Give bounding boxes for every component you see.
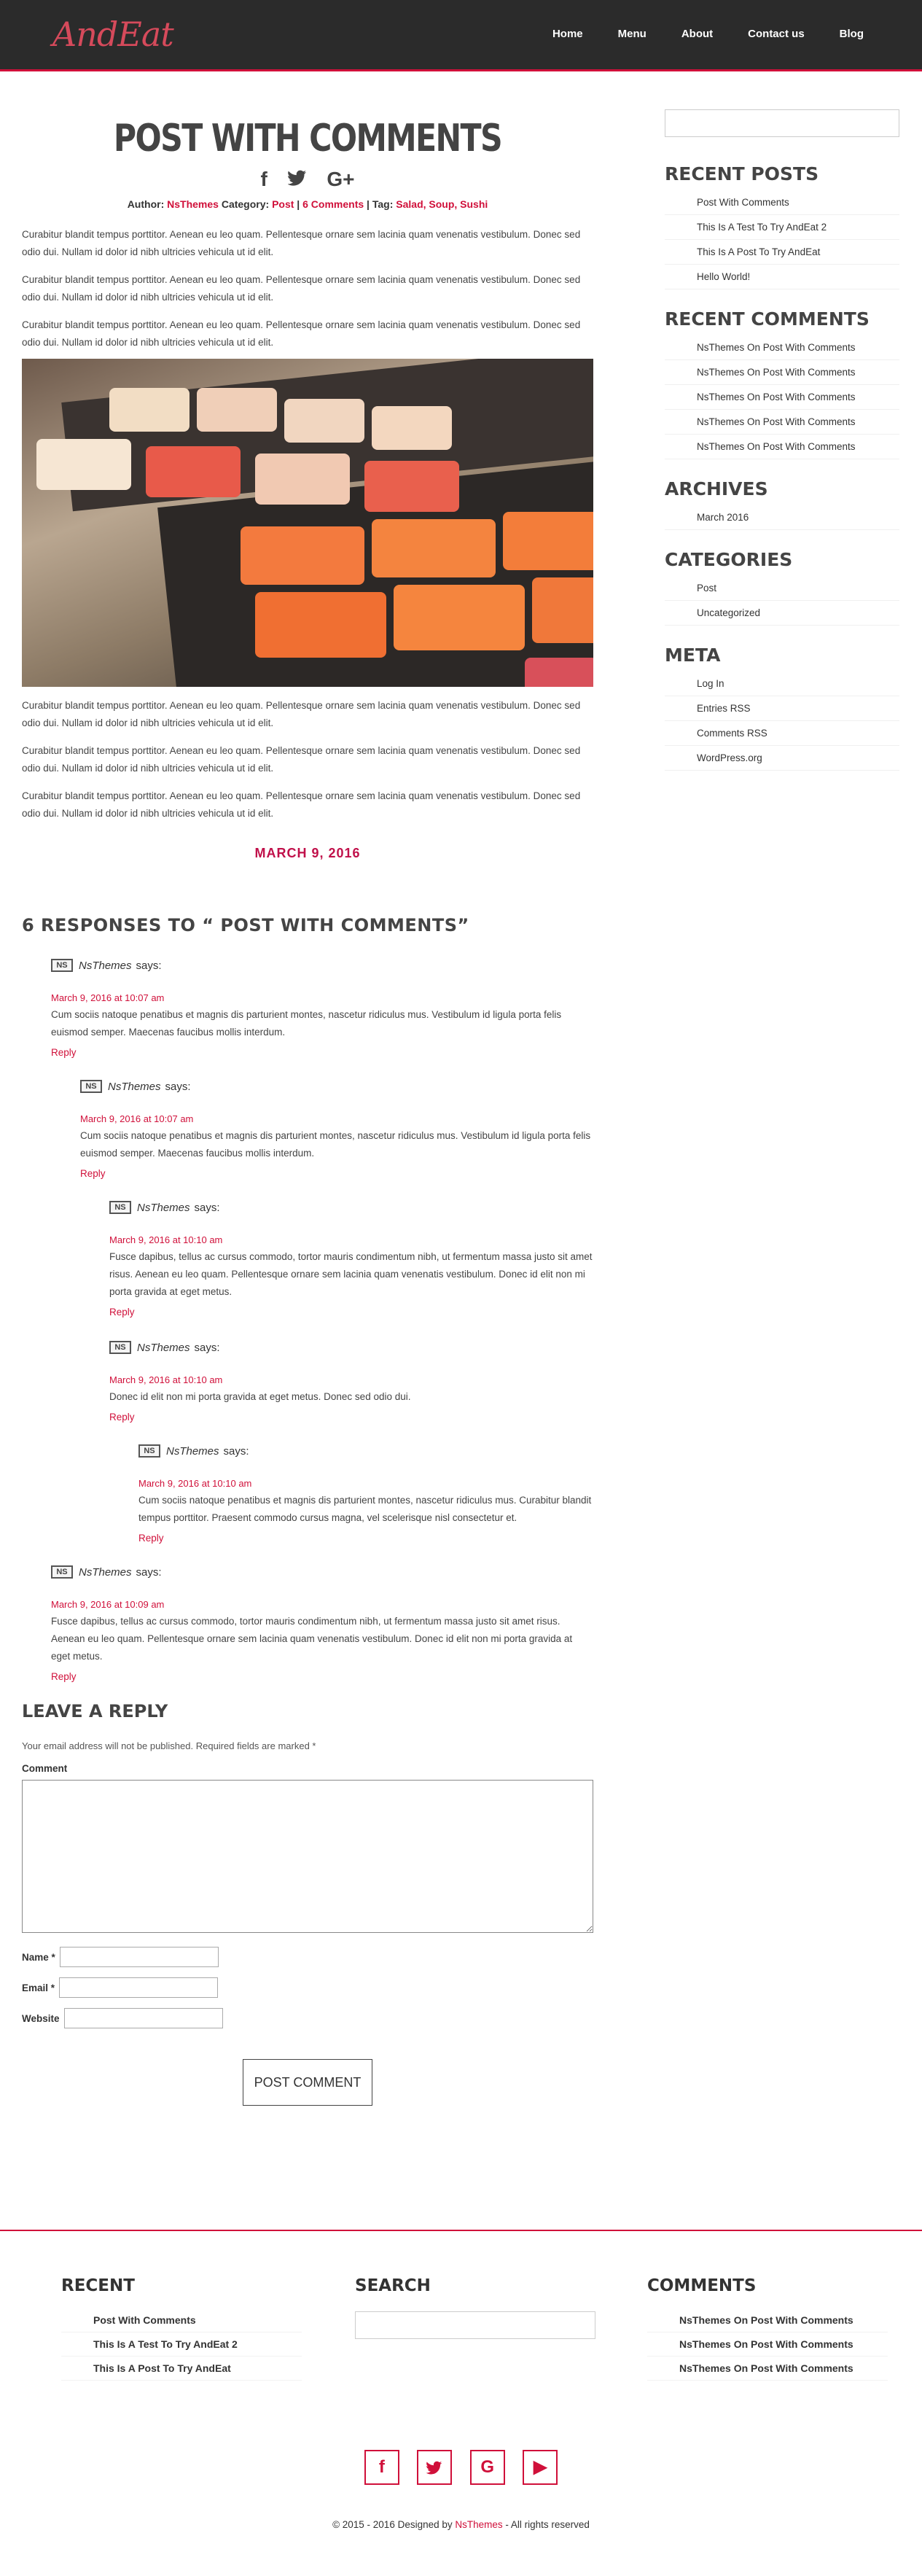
category-link[interactable]: Post [272, 198, 294, 210]
list-item[interactable]: NsThemes On Post With Comments [665, 385, 899, 410]
list-item[interactable]: Comments RSS [665, 721, 899, 746]
says-label: says: [223, 1444, 249, 1458]
list-item[interactable]: Post With Comments [61, 2308, 302, 2332]
comment-author[interactable]: NsThemes [79, 959, 132, 972]
reply-link[interactable]: Reply [138, 1533, 164, 1544]
list-item[interactable]: NsThemes On Post With Comments [647, 2308, 888, 2332]
comment-header [109, 1341, 593, 1354]
nav-blog[interactable]: Blog [839, 28, 864, 40]
archives-list [665, 505, 899, 530]
footer-comments-list [647, 2308, 888, 2381]
comment-text: Fusce dapibus, tellus ac cursus commodo, tortor mauris condimentum nibh, ut fermentum massa justo sit amet risus. Aenean eu leo quam. Pellentesque ornare sem lacinia quam venenatis vestibulum. Donec id elit non mi porta gravida at eget metus. [109, 1251, 593, 1297]
list-item[interactable]: Entries RSS [665, 696, 899, 721]
site-logo[interactable]: AndEat [52, 15, 173, 54]
list-item[interactable]: This Is A Test To Try AndEat 2 [665, 215, 899, 240]
email-input[interactable] [59, 1977, 218, 1998]
footer-search-heading: SEARCH [355, 2276, 431, 2295]
list-item[interactable]: March 2016 [665, 505, 899, 530]
list-item[interactable]: WordPress.org [665, 746, 899, 771]
reply-link[interactable]: Reply [109, 1412, 135, 1423]
avatar: NS [138, 1444, 160, 1458]
author-link[interactable]: NsThemes [167, 198, 219, 210]
post-title: POST WITH COMMENTS [113, 117, 502, 160]
says-label: says: [194, 1201, 220, 1214]
comment-header [138, 1444, 593, 1458]
comment-date-link[interactable]: March 9, 2016 at 10:10 am [138, 1478, 252, 1489]
copyright-link[interactable]: NsThemes [455, 2519, 503, 2530]
responses-heading: 6 RESPONSES TO “ POST WITH COMMENTS” [22, 915, 469, 935]
comment-date-link[interactable]: March 9, 2016 at 10:07 am [51, 992, 165, 1003]
comment [109, 1341, 593, 1423]
comment-textarea[interactable] [22, 1780, 593, 1933]
comment-header [51, 959, 593, 972]
comment-text: Donec id elit non mi porta gravida at eget metus. Donec sed odio dui. [109, 1391, 411, 1402]
comment-date-link[interactable]: March 9, 2016 at 10:07 am [80, 1113, 194, 1124]
sidebar [665, 109, 899, 771]
avatar: NS [51, 959, 73, 972]
copyright-suffix: - All rights reserved [502, 2519, 590, 2530]
recent-comments-list [665, 335, 899, 459]
leave-reply-heading: LEAVE A REPLY [22, 1701, 168, 1721]
post-paragraph: Curabitur blandit tempus porttitor. Aenean eu leo quam. Pellentesque ornare sem lacinia quam venenatis vestibulum. Donec sed odio dui. Nullam id dolor id nibh ultricies vehicula ut id elit. [22, 745, 581, 774]
website-row [22, 2008, 593, 2028]
comment-date-link[interactable]: March 9, 2016 at 10:10 am [109, 1234, 223, 1245]
footer-search [355, 2276, 603, 2339]
top-bar [0, 0, 922, 71]
list-item[interactable]: NsThemes On Post With Comments [665, 360, 899, 385]
main-content [22, 117, 593, 2106]
name-input[interactable] [60, 1947, 219, 1967]
nav-home[interactable]: Home [552, 28, 583, 40]
post-paragraph: Curabitur blandit tempus porttitor. Aenean eu leo quam. Pellentesque ornare sem lacinia quam venenatis vestibulum. Donec sed odio dui. Nullam id dolor id nibh ultricies vehicula ut id elit. [22, 274, 581, 303]
comment-author[interactable]: NsThemes [166, 1444, 219, 1458]
footer-comments [647, 2276, 888, 2381]
footer-comments-heading: COMMENTS [647, 2276, 757, 2295]
comment-date-link[interactable]: March 9, 2016 at 10:10 am [109, 1374, 223, 1385]
recent-posts-list [665, 190, 899, 289]
nav-menu[interactable]: Menu [617, 28, 646, 40]
list-item[interactable]: Post [665, 576, 899, 601]
facebook-icon[interactable]: f [364, 2450, 399, 2485]
comment-author[interactable]: NsThemes [108, 1080, 161, 1093]
comment-text: Cum sociis natoque penatibus et magnis dis parturient montes, nascetur ridiculus mus. Vestibulum id ligula porta felis euismod semper. Maecenas faucibus mollis interdum. [80, 1130, 591, 1159]
comment [51, 1565, 593, 1682]
post-image-sushi [22, 359, 593, 687]
facebook-icon[interactable]: f [260, 168, 267, 190]
list-item[interactable]: Log In [665, 672, 899, 696]
copyright-prefix: © 2015 - 2016 Designed by [332, 2519, 456, 2530]
sidebar-search-input[interactable] [665, 109, 899, 137]
meta-list [665, 672, 899, 771]
email-row [22, 1977, 593, 1998]
list-item[interactable]: This Is A Post To Try AndEat [665, 240, 899, 265]
comment-header [80, 1080, 593, 1093]
list-item[interactable]: Post With Comments [665, 190, 899, 215]
nav-about[interactable]: About [681, 28, 714, 40]
list-item[interactable]: NsThemes On Post With Comments [665, 435, 899, 459]
post-meta: Author: NsThemes Category: Post | 6 Comments | Tag: Salad, Soup, Sushi [127, 198, 488, 210]
recent-posts-heading: RECENT POSTS [665, 163, 819, 184]
list-item[interactable]: NsThemes On Post With Comments [665, 410, 899, 435]
avatar: NS [51, 1565, 73, 1579]
post-paragraph: Curabitur blandit tempus porttitor. Aenean eu leo quam. Pellentesque ornare sem lacinia quam venenatis vestibulum. Donec sed odio dui. Nullam id dolor id nibh ultricies vehicula ut id elit. [22, 700, 581, 728]
reply-link[interactable]: Reply [51, 1671, 77, 1682]
avatar: NS [109, 1201, 131, 1214]
comment [80, 1080, 593, 1179]
says-label: says: [165, 1080, 191, 1093]
footer-search-input[interactable] [355, 2311, 595, 2339]
post-paragraph: Curabitur blandit tempus porttitor. Aenean eu leo quam. Pellentesque ornare sem lacinia quam venenatis vestibulum. Donec sed odio dui. Nullam id dolor id nibh ultricies vehicula ut id elit. [22, 319, 581, 348]
recent-comments-heading: RECENT COMMENTS [665, 308, 870, 330]
post-date: MARCH 9, 2016 [254, 846, 361, 860]
name-row [22, 1947, 593, 1967]
avatar: NS [109, 1341, 131, 1354]
website-input[interactable] [64, 2008, 223, 2028]
main-nav [517, 28, 864, 40]
youtube-icon[interactable]: ▶ [523, 2450, 558, 2485]
comment-text: Fusce dapibus, tellus ac cursus commodo, tortor mauris condimentum nibh, ut fermentum massa justo sit amet risus. Aenean eu leo quam. Pellentesque ornare sem lacinia quam venenatis vestibulum. Donec id elit non mi porta gravida at eget metus. [51, 1616, 573, 1662]
comment-label: Comment [22, 1763, 68, 1774]
footer-recent-list [61, 2308, 302, 2381]
category-label: Category: [221, 198, 270, 210]
comment [109, 1201, 593, 1318]
categories-heading: CATEGORIES [665, 549, 793, 570]
comment-date-link[interactable]: March 9, 2016 at 10:09 am [51, 1599, 165, 1610]
reply-link[interactable]: Reply [109, 1307, 135, 1318]
email-label: Email * [22, 1982, 55, 1993]
list-item[interactable]: NsThemes On Post With Comments [647, 2357, 888, 2381]
meta-heading: META [665, 645, 721, 666]
comment-header [109, 1201, 593, 1214]
social-links [0, 2450, 922, 2485]
says-label: says: [136, 1565, 162, 1579]
required-note: Your email address will not be published. Required fields are marked * [22, 1740, 316, 1751]
author-label: Author: [127, 198, 165, 210]
twitter-icon[interactable] [288, 168, 307, 191]
footer-recent [61, 2276, 302, 2381]
reply-link[interactable]: Reply [80, 1168, 106, 1179]
comment-author[interactable]: NsThemes [137, 1341, 190, 1354]
tags-link[interactable]: Salad, Soup, Sushi [396, 198, 488, 210]
comment [51, 959, 593, 1058]
twitter-icon[interactable] [417, 2450, 452, 2485]
name-label: Name * [22, 1951, 55, 1963]
reply-link[interactable]: Reply [51, 1047, 77, 1058]
share-icons [22, 168, 593, 191]
archives-heading: ARCHIVES [665, 478, 768, 499]
comment-author[interactable]: NsThemes [79, 1565, 132, 1579]
says-label: says: [136, 959, 162, 972]
footer-recent-heading: RECENT [61, 2276, 135, 2295]
comment-author[interactable]: NsThemes [137, 1201, 190, 1214]
list-item[interactable]: NsThemes On Post With Comments [665, 335, 899, 360]
comment-text: Cum sociis natoque penatibus et magnis dis parturient montes, nascetur ridiculus mus. Curabitur blandit tempus porttitor. Praesent commodo cursus magna, vel scelerisque nisl consectetur et. [138, 1495, 592, 1523]
categories-list [665, 576, 899, 626]
website-label: Website [22, 2012, 60, 2024]
nav-contact[interactable]: Contact us [748, 28, 805, 40]
list-item[interactable]: This Is A Test To Try AndEat 2 [61, 2332, 302, 2357]
avatar: NS [80, 1080, 102, 1093]
post-paragraph: Curabitur blandit tempus porttitor. Aenean eu leo quam. Pellentesque ornare sem lacinia quam venenatis vestibulum. Donec sed odio dui. Nullam id dolor id nibh ultricies vehicula ut id elit. [22, 229, 581, 257]
post-comment-button[interactable]: POST COMMENT [243, 2059, 372, 2106]
footer [0, 2230, 922, 2576]
google-plus-icon[interactable]: G [470, 2450, 505, 2485]
comment-header [51, 1565, 593, 1579]
list-item[interactable]: NsThemes On Post With Comments [647, 2332, 888, 2357]
list-item[interactable]: Uncategorized [665, 601, 899, 626]
tag-label: Tag: [372, 198, 394, 210]
copyright [0, 2519, 922, 2530]
list-item[interactable]: This Is A Post To Try AndEat [61, 2357, 302, 2381]
says-label: says: [194, 1341, 220, 1354]
list-item[interactable]: Hello World! [665, 265, 899, 289]
post-paragraph: Curabitur blandit tempus porttitor. Aenean eu leo quam. Pellentesque ornare sem lacinia quam venenatis vestibulum. Donec sed odio dui. Nullam id dolor id nibh ultricies vehicula ut id elit. [22, 790, 581, 819]
comment [138, 1444, 593, 1544]
comments-count-link[interactable]: 6 Comments [302, 198, 364, 210]
comment-text: Cum sociis natoque penatibus et magnis dis parturient montes, nascetur ridiculus mus. Vestibulum id ligula porta felis euismod semper. Maecenas faucibus mollis interdum. [51, 1009, 562, 1038]
google-plus-icon[interactable]: G+ [327, 168, 355, 190]
